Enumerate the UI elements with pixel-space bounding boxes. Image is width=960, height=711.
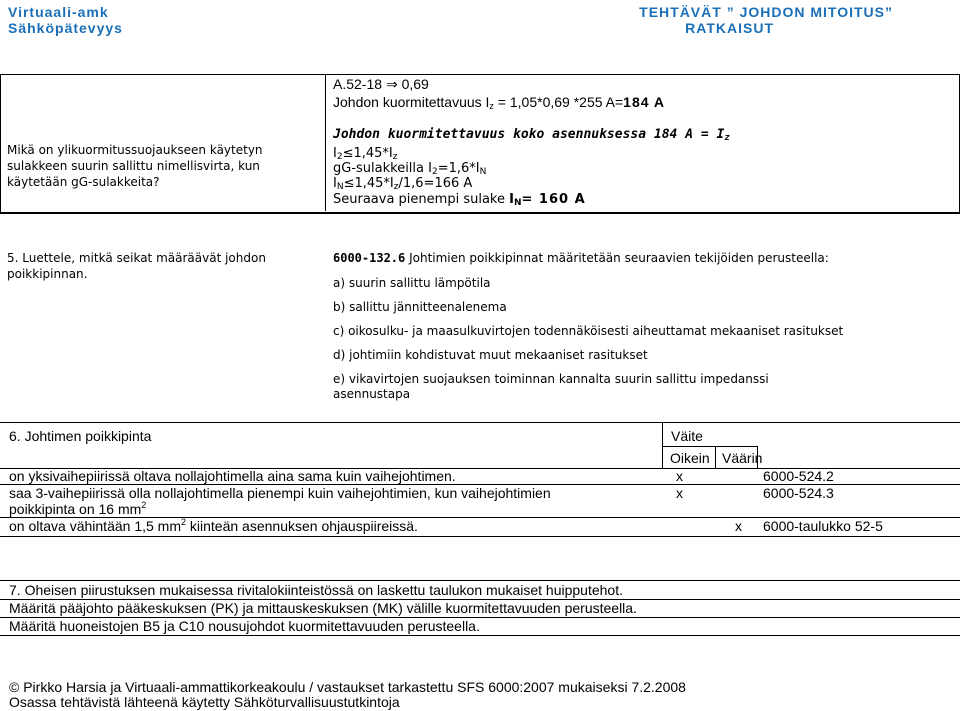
q6-row-1-mark: x — [676, 468, 683, 484]
q6-row-3-mark: x — [735, 518, 742, 534]
q6-col-divider — [715, 446, 716, 468]
q6-col-claim: Väite — [671, 428, 703, 444]
q5-item-a: a) suurin sallittu lämpötila — [333, 276, 491, 290]
q6-row-3-ref: 6000-taulukko 52-5 — [763, 518, 883, 534]
q6-row-2-mark: x — [676, 485, 683, 501]
header-subtitle: RATKAISUT — [685, 20, 774, 36]
q4-answer-line6: $I_N\le 1,45*I_z/1,6=166$ A — [333, 176, 473, 192]
q6-col-wrong: Väärin — [722, 450, 763, 466]
footer-source: Osassa tehtävistä lähteenä käytetty Sähköturvallisuustutkintoja — [9, 694, 400, 710]
q6-row-2-ref: 6000-524.3 — [763, 485, 834, 501]
q7-top-rule — [0, 580, 960, 581]
q5-intro: 6000-132.6 Johtimien poikkipinnat määritetään seuraavien tekijöiden perusteella: — [333, 251, 829, 265]
q6-row-1-text: on yksivaihepiirissä oltava nollajohtimella aina sama kuin vaihejohtimen. — [9, 468, 456, 484]
q6-title: 6. Johtimen poikkipinta — [9, 428, 152, 444]
footer-copyright: © Pirkko Harsia ja Virtuaali-ammattikorkeakoulu / vastaukset tarkastettu SFS 6000:2007 mukaiseksi 7.2.2008 — [9, 679, 686, 695]
q4-answer-line1: A.52-18 ⇒ 0,69 — [333, 76, 429, 92]
q4-answer-line7: Seuraava pienempi sulake $I_N= 160$ A — [333, 192, 586, 208]
q5-question: 5. Luettele, mitkä seikat määräävät johdon poikkipinnan. — [7, 251, 266, 281]
q4-question: Mikä on ylikuormitussuojaukseen käytetyn sulakkeen suurin sallittu nimellisvirta, kun käytetään gG-sulakkeita? — [7, 143, 263, 189]
q6-col-right: Oikein — [670, 450, 710, 466]
q4-answer-line5: gG-sulakkeilla $I_2=1,6*I_N$ — [333, 161, 487, 177]
q6-header-rule — [662, 446, 758, 447]
q5-item-d: d) johtimiin kohdistuvat muut mekaaniset rasitukset — [333, 348, 648, 362]
q6-row-3-text: on oltava vähintään 1,5 $mm^2$ kiinteän asennuksen ohjauspiireissä. — [9, 517, 418, 534]
q6-row-2-text: saa 3-vaihepiirissä olla nollajohtimella pienempi kuin vaihejohtimien, kun vaihejohtimien poikkipinta on 16 $mm^2$ — [9, 485, 551, 517]
q5-item-c: c) oikosulku- ja maasulkuvirtojen todennäköisesti aiheuttamat mekaaniset rasitukset — [333, 324, 844, 338]
q4-answer-line3: Johdon kuormitettavuus koko asennuksessa 184 $A = I_z$ — [333, 127, 730, 143]
q6-bottom-rule — [0, 536, 960, 537]
header-org: Virtuaali-amk — [8, 4, 109, 20]
q4-answer-line4: $I_2\le 1,45*I_z$ — [333, 146, 398, 162]
q7-line-2: Määritä pääjohto pääkeskuksen (PK) ja mittauskeskuksen (MK) välille kuormitettavuuden perusteella. — [9, 600, 637, 616]
q5-item-e: e) vikavirtojen suojauksen toiminnan kannalta suurin sallittu impedanssi asennustapa — [333, 372, 769, 401]
header-topic: TEHTÄVÄT ” JOHDON MITOITUS” — [639, 4, 893, 20]
q4-divider — [325, 74, 326, 211]
q6-row-1-ref: 6000-524.2 — [763, 468, 834, 484]
q6-top-rule — [0, 422, 960, 423]
q7-line-1: 7. Oheisen piirustuksen mukaisessa rivitalokiinteistössä on laskettu taulukon mukaiset huipputehot. — [9, 582, 623, 598]
q5-top-rule — [0, 213, 960, 214]
arrow-right-icon: ⇒ — [385, 76, 398, 92]
q4-answer-line2: Johdon kuormitettavuus $I_z = 1,05*0,69$ *255 A=184 A — [333, 94, 665, 111]
q5-ref: 6000-132.6 — [333, 251, 406, 265]
header-course: Sähköpätevyys — [8, 20, 123, 36]
q6-claim-divider — [662, 422, 663, 468]
q7-line-3: Määritä huoneistojen B5 ja C10 nousujohdot kuormitettavuuden perusteella. — [9, 618, 480, 634]
q7-rule-3 — [0, 635, 960, 636]
q5-item-b: b) sallittu jännitteenalenema — [333, 300, 507, 314]
